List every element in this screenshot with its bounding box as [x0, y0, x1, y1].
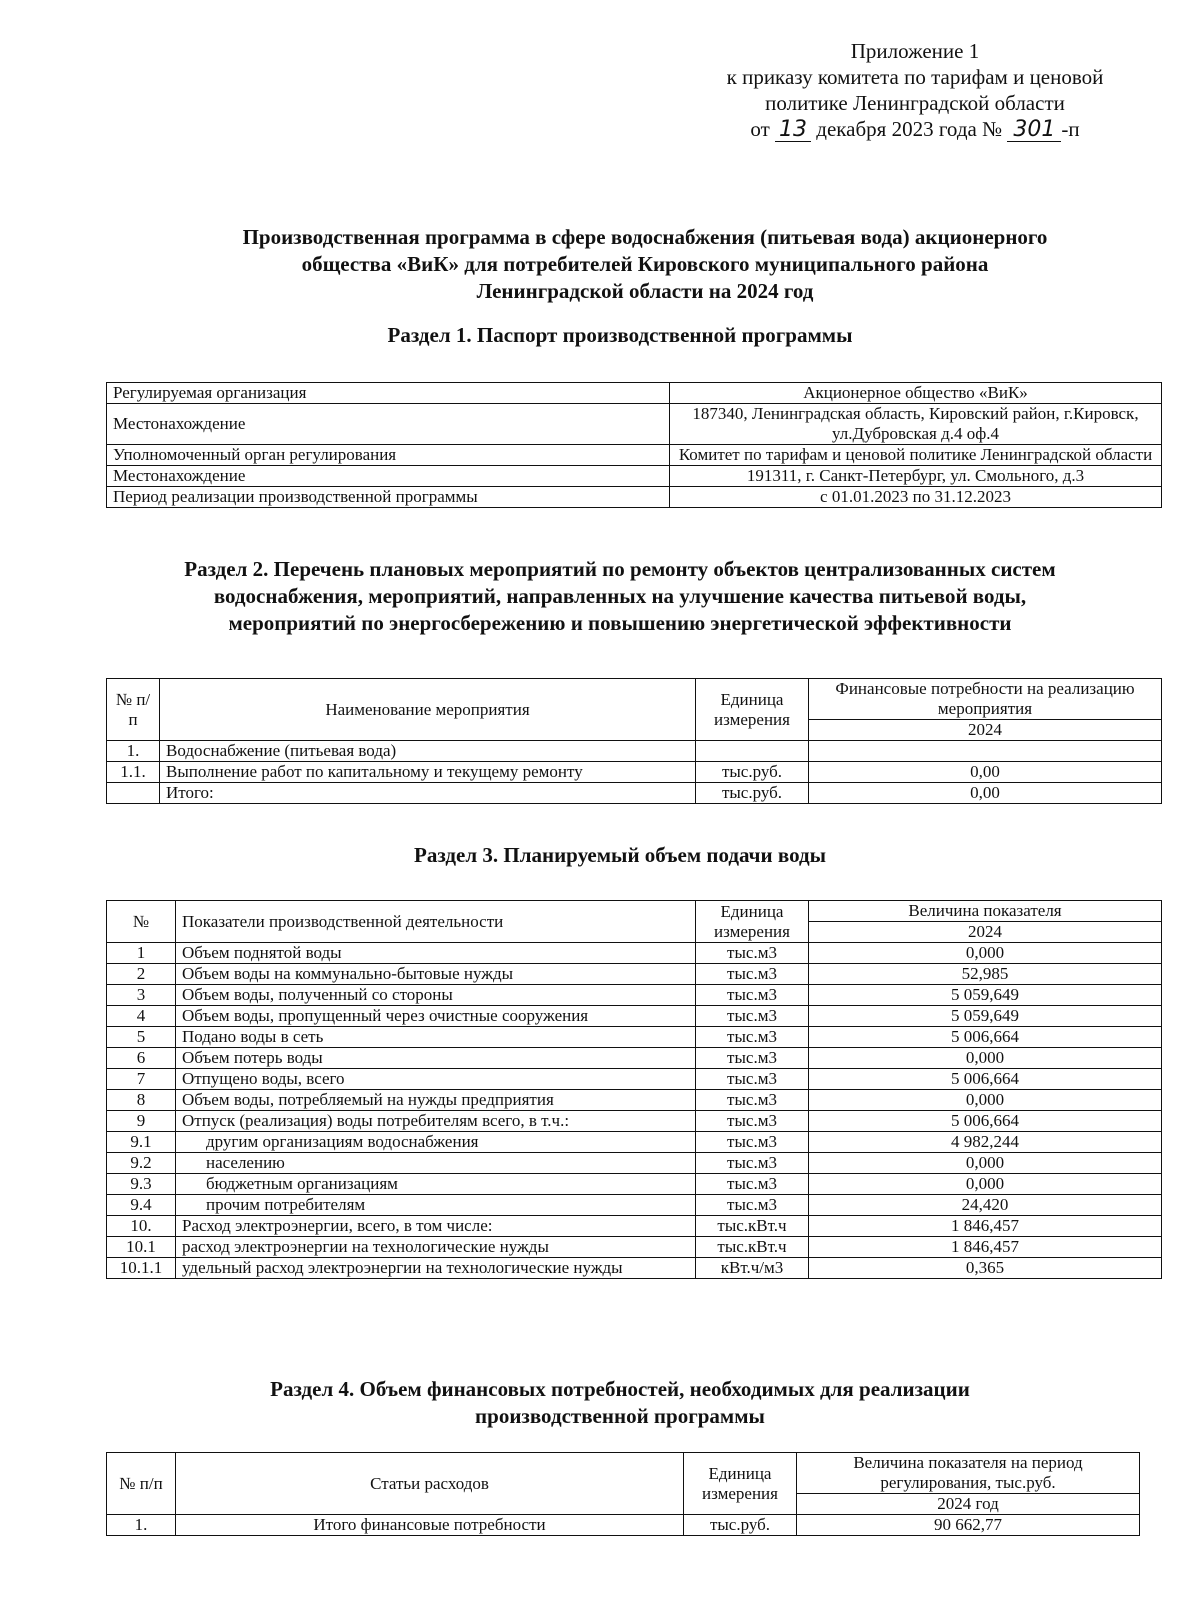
table-row	[107, 1132, 1162, 1153]
table-row	[107, 1258, 1162, 1279]
row-label: Регулируемая организация	[107, 383, 670, 404]
row-unit: тыс.м3	[696, 1153, 809, 1174]
header-name: Наименование мероприятия	[160, 679, 696, 741]
table-row	[107, 783, 1162, 804]
table-row	[107, 466, 1162, 487]
row-value: Комитет по тарифам и ценовой политике Ленинградской области	[670, 445, 1162, 466]
row-value: 0,000	[809, 1090, 1162, 1111]
handwritten-number: 301	[1007, 119, 1061, 142]
row-unit: тыс.м3	[696, 1048, 809, 1069]
row-num: 2	[107, 964, 176, 985]
row-value: 187340, Ленинградская область, Кировский район, г.Кировск, ул.Дубровская д.4 оф.4	[670, 404, 1162, 445]
table-row	[107, 1216, 1162, 1237]
header-value: Величина показателя	[809, 901, 1162, 922]
row-num: 3	[107, 985, 176, 1006]
row-value: 0,000	[809, 1048, 1162, 1069]
row-num: 7	[107, 1069, 176, 1090]
appendix-line2: к приказу комитета по тарифам и ценовой	[726, 65, 1104, 89]
header-year: 2024	[809, 720, 1162, 741]
table-row	[107, 1027, 1162, 1048]
table-row	[107, 741, 1162, 762]
passport-table	[106, 382, 1162, 508]
row-value: 5 059,649	[809, 985, 1162, 1006]
row-value	[809, 741, 1162, 762]
table-row	[107, 1048, 1162, 1069]
section4-title	[80, 1376, 1160, 1430]
row-unit: тыс.м3	[696, 1069, 809, 1090]
row-label: Местонахождение	[107, 466, 670, 487]
row-value: с 01.01.2023 по 31.12.2023	[670, 487, 1162, 508]
table-row	[107, 985, 1162, 1006]
row-name: Объем воды, полученный со стороны	[176, 985, 696, 1006]
row-num: 9.4	[107, 1195, 176, 1216]
row-label: Период реализации производственной программы	[107, 487, 670, 508]
header-num: № п/п	[107, 1453, 176, 1515]
table-row	[107, 1515, 1140, 1536]
section4-title-line1: Раздел 4. Объем финансовых потребностей, необходимых для реализации	[270, 1377, 970, 1401]
row-value: 90 662,77	[797, 1515, 1140, 1536]
row-num: 10.	[107, 1216, 176, 1237]
row-value: 5 006,664	[809, 1069, 1162, 1090]
row-unit: тыс.м3	[696, 1111, 809, 1132]
row-value: 0,000	[809, 1153, 1162, 1174]
row-unit: тыс.руб.	[696, 762, 809, 783]
row-value: 0,000	[809, 943, 1162, 964]
row-value: 0,00	[809, 762, 1162, 783]
row-unit: тыс.руб.	[696, 783, 809, 804]
row-value: 5 006,664	[809, 1111, 1162, 1132]
row-value: 0,365	[809, 1258, 1162, 1279]
row-value: 191311, г. Санкт-Петербург, ул. Смольного, д.3	[670, 466, 1162, 487]
title-line3: Ленинградской области на 2024 год	[476, 279, 814, 303]
row-name: Выполнение работ по капитальному и текущему ремонту	[160, 762, 696, 783]
appendix-date	[690, 116, 1140, 142]
header-num: № п/п	[107, 679, 160, 741]
row-unit: тыс.м3	[696, 1195, 809, 1216]
header-year: 2024	[809, 922, 1162, 943]
row-name: Объем потерь воды	[176, 1048, 696, 1069]
row-name: Объем поднятой воды	[176, 943, 696, 964]
row-label: Уполномоченный орган регулирования	[107, 445, 670, 466]
table-row	[107, 487, 1162, 508]
section2-title	[80, 556, 1160, 637]
row-num: 1.	[107, 1515, 176, 1536]
row-value: 24,420	[809, 1195, 1162, 1216]
header-unit: Единица измерения	[696, 679, 809, 741]
row-unit: тыс.м3	[696, 964, 809, 985]
water-volume-table	[106, 900, 1162, 1279]
row-name: удельный расход электроэнергии на технологические нужды	[176, 1258, 696, 1279]
section3-title: Раздел 3. Планируемый объем подачи воды	[414, 843, 826, 867]
row-value: 1 846,457	[809, 1237, 1162, 1258]
table-row	[107, 383, 1162, 404]
handwritten-day: 13	[775, 119, 811, 142]
header-name: Статьи расходов	[176, 1453, 684, 1515]
header-name: Показатели производственной деятельности	[176, 901, 696, 943]
date-middle: декабря 2023 года №	[816, 117, 1003, 141]
section2-title-line1: Раздел 2. Перечень плановых мероприятий по ремонту объектов централизованных систем	[184, 557, 1056, 581]
table-row	[107, 445, 1162, 466]
row-num: 1.	[107, 741, 160, 762]
row-value: 0,000	[809, 1174, 1162, 1195]
row-name: Подано воды в сеть	[176, 1027, 696, 1048]
finance-table	[106, 1452, 1140, 1536]
row-num: 4	[107, 1006, 176, 1027]
header-fin: Финансовые потребности на реализацию мероприятия	[809, 679, 1162, 720]
row-unit: тыс.м3	[696, 1027, 809, 1048]
header-year: 2024 год	[797, 1494, 1140, 1515]
row-name: прочим потребителям	[176, 1195, 696, 1216]
appendix-line1: Приложение 1	[850, 39, 980, 63]
section4-title-line2: производственной программы	[475, 1404, 765, 1428]
header-unit: Единица измерения	[696, 901, 809, 943]
row-name: Объем воды на коммунально-бытовые нужды	[176, 964, 696, 985]
table-row	[107, 762, 1162, 783]
row-unit: тыс.м3	[696, 1006, 809, 1027]
row-num: 6	[107, 1048, 176, 1069]
row-unit: тыс.м3	[696, 1132, 809, 1153]
table-row	[107, 1006, 1162, 1027]
row-name: Объем воды, потребляемый на нужды предприятия	[176, 1090, 696, 1111]
row-value: 0,00	[809, 783, 1162, 804]
title-line2: общества «ВиК» для потребителей Кировского муниципального района	[301, 252, 989, 276]
row-name: Итого финансовые потребности	[176, 1515, 684, 1536]
table-row	[107, 1237, 1162, 1258]
row-unit: тыс.м3	[696, 985, 809, 1006]
row-value: 52,985	[809, 964, 1162, 985]
row-num: 9.3	[107, 1174, 176, 1195]
measures-table	[106, 678, 1162, 804]
header-value: Величина показателя на период регулирования, тыс.руб.	[797, 1453, 1140, 1494]
row-value: 5 006,664	[809, 1027, 1162, 1048]
row-num: 1.1.	[107, 762, 160, 783]
header-unit: Единица измерения	[684, 1453, 797, 1515]
header-num: №	[107, 901, 176, 943]
row-name: Итого:	[160, 783, 696, 804]
row-unit: тыс.руб.	[684, 1515, 797, 1536]
row-unit	[696, 741, 809, 762]
row-value: 4 982,244	[809, 1132, 1162, 1153]
row-name: Объем воды, пропущенный через очистные сооружения	[176, 1006, 696, 1027]
table-row	[107, 1195, 1162, 1216]
row-num: 9	[107, 1111, 176, 1132]
section2-title-line2: водоснабжения, мероприятий, направленных на улучшение качества питьевой воды,	[213, 584, 1027, 608]
row-unit: тыс.м3	[696, 1174, 809, 1195]
table-row	[107, 404, 1162, 445]
row-name: Отпуск (реализация) воды потребителям всего, в т.ч.:	[176, 1111, 696, 1132]
row-value: 1 846,457	[809, 1216, 1162, 1237]
row-value: Акционерное общество «ВиК»	[670, 383, 1162, 404]
row-unit: тыс.кВт.ч	[696, 1216, 809, 1237]
table-row	[107, 943, 1162, 964]
table-row	[107, 964, 1162, 985]
row-name: расход электроэнергии на технологические нужды	[176, 1237, 696, 1258]
table-row	[107, 1153, 1162, 1174]
row-name: другим организациям водоснабжения	[176, 1132, 696, 1153]
table-row	[107, 1111, 1162, 1132]
row-name: Водоснабжение (питьевая вода)	[160, 741, 696, 762]
row-name: бюджетным организациям	[176, 1174, 696, 1195]
document-title	[150, 224, 1140, 305]
date-suffix: -п	[1061, 117, 1080, 141]
row-num: 8	[107, 1090, 176, 1111]
row-unit: кВт.ч/м3	[696, 1258, 809, 1279]
row-num: 5	[107, 1027, 176, 1048]
title-line1: Производственная программа в сфере водоснабжения (питьевая вода) акционерного	[242, 225, 1048, 249]
row-num: 1	[107, 943, 176, 964]
table-row	[107, 1069, 1162, 1090]
row-name: населению	[176, 1153, 696, 1174]
appendix-line3: политике Ленинградской области	[765, 91, 1065, 115]
section1-title: Раздел 1. Паспорт производственной программы	[387, 323, 853, 347]
row-unit: тыс.кВт.ч	[696, 1237, 809, 1258]
row-num: 9.1	[107, 1132, 176, 1153]
row-unit: тыс.м3	[696, 1090, 809, 1111]
section2-title-line3: мероприятий по энергосбережению и повышению энергетической эффективности	[228, 611, 1012, 635]
table-row	[107, 1174, 1162, 1195]
row-num: 10.1.1	[107, 1258, 176, 1279]
row-num: 10.1	[107, 1237, 176, 1258]
row-label: Местонахождение	[107, 404, 670, 445]
row-value: 5 059,649	[809, 1006, 1162, 1027]
row-num: 9.2	[107, 1153, 176, 1174]
table-row	[107, 1090, 1162, 1111]
row-name: Отпущено воды, всего	[176, 1069, 696, 1090]
row-num	[107, 783, 160, 804]
row-unit: тыс.м3	[696, 943, 809, 964]
date-prefix: от	[750, 117, 770, 141]
row-name: Расход электроэнергии, всего, в том числе:	[176, 1216, 696, 1237]
appendix-header	[690, 38, 1140, 142]
